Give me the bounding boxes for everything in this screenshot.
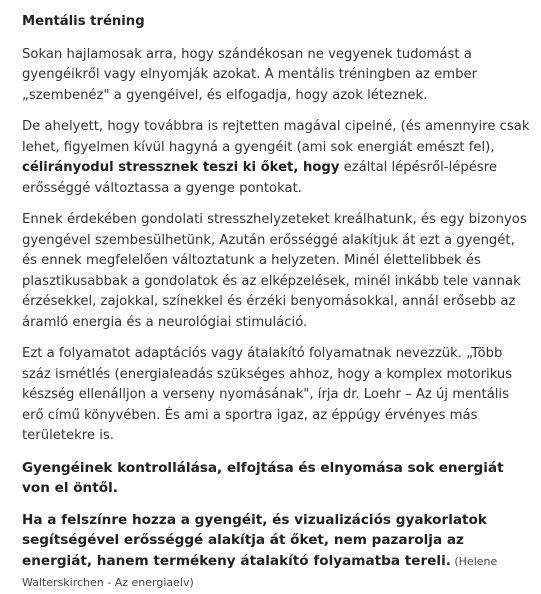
paragraph-2-text-end: ezáltal lépésről-lépésre erősséggé változtassa a gyenge pontokat.: [22, 160, 497, 196]
paragraph-3: Ennek érdekében gondolati stresszhelyzeteket kreálhatunk, és egy bizonyos gyengével szembesülhetünk, Azután erősséggé alakítjuk át ezt a gyengét, és ennek megfelelően változtatunk a helyzeten. Minél élettelibbek és plasztikusabbak a gondolatok és az elképzelések, minél inkább tele vannak érzésekkel, zajokkal, színekkel és érzéki benyomásokkal, annál erősebb az áramló energia és a neurológiai stimuláció.: [22, 212, 527, 330]
paragraph-4: Ezt a folyamatot adaptációs vagy átalakító folyamatnak nevezzük. „Több száz ismétlés (energialeadás szükséges ahhoz, hogy a komplex motorikus készség ellenálljon a verseny nyomásának", írja dr. Loehr – Az új mentális erő című könyvében. És ami a sportra igaz, az éppúgy érvényes más területekre is.: [22, 346, 513, 443]
quote-source: (Helene Walterskirchen - Az energiaelv): [22, 554, 498, 589]
paragraph-1: Sokan hajlamosak arra, hogy szándékosan ne vegyenek tudomást a gyengéikről vagy elnyomják azokat. A mentális tréningben az ember „szembenéz" a gyengéivel, és elfogadja, hogy azok léteznek.: [22, 46, 478, 103]
paragraph-6-bold: Ha a felszínre hozza a gyengéit, és vizualizációs gyakorlatok segítségével erősséggé alakítja át őket, nem pazarolja az energiát, hanem termékeny átalakító folyamatba tereli.: [22, 511, 487, 569]
paragraph-6: [22, 510, 531, 594]
article-title: Mentális tréning: [22, 14, 145, 29]
paragraph-2-bold: célirányodul stressznek teszi ki őket, hogy: [22, 160, 340, 175]
paragraph-2: [22, 117, 531, 199]
paragraph-2-text-start: De ahelyett, hogy továbbra is rejtetten magával cipelné, (és amennyire csak lehet, figyelmen kívül hagyná a gyengéit (ami sok energiát emészt fel),: [22, 119, 530, 155]
paragraph-5-bold: Gyengéinek kontrollálása, elfojtása és elnyomása sok energiát von el öntől.: [22, 459, 504, 496]
